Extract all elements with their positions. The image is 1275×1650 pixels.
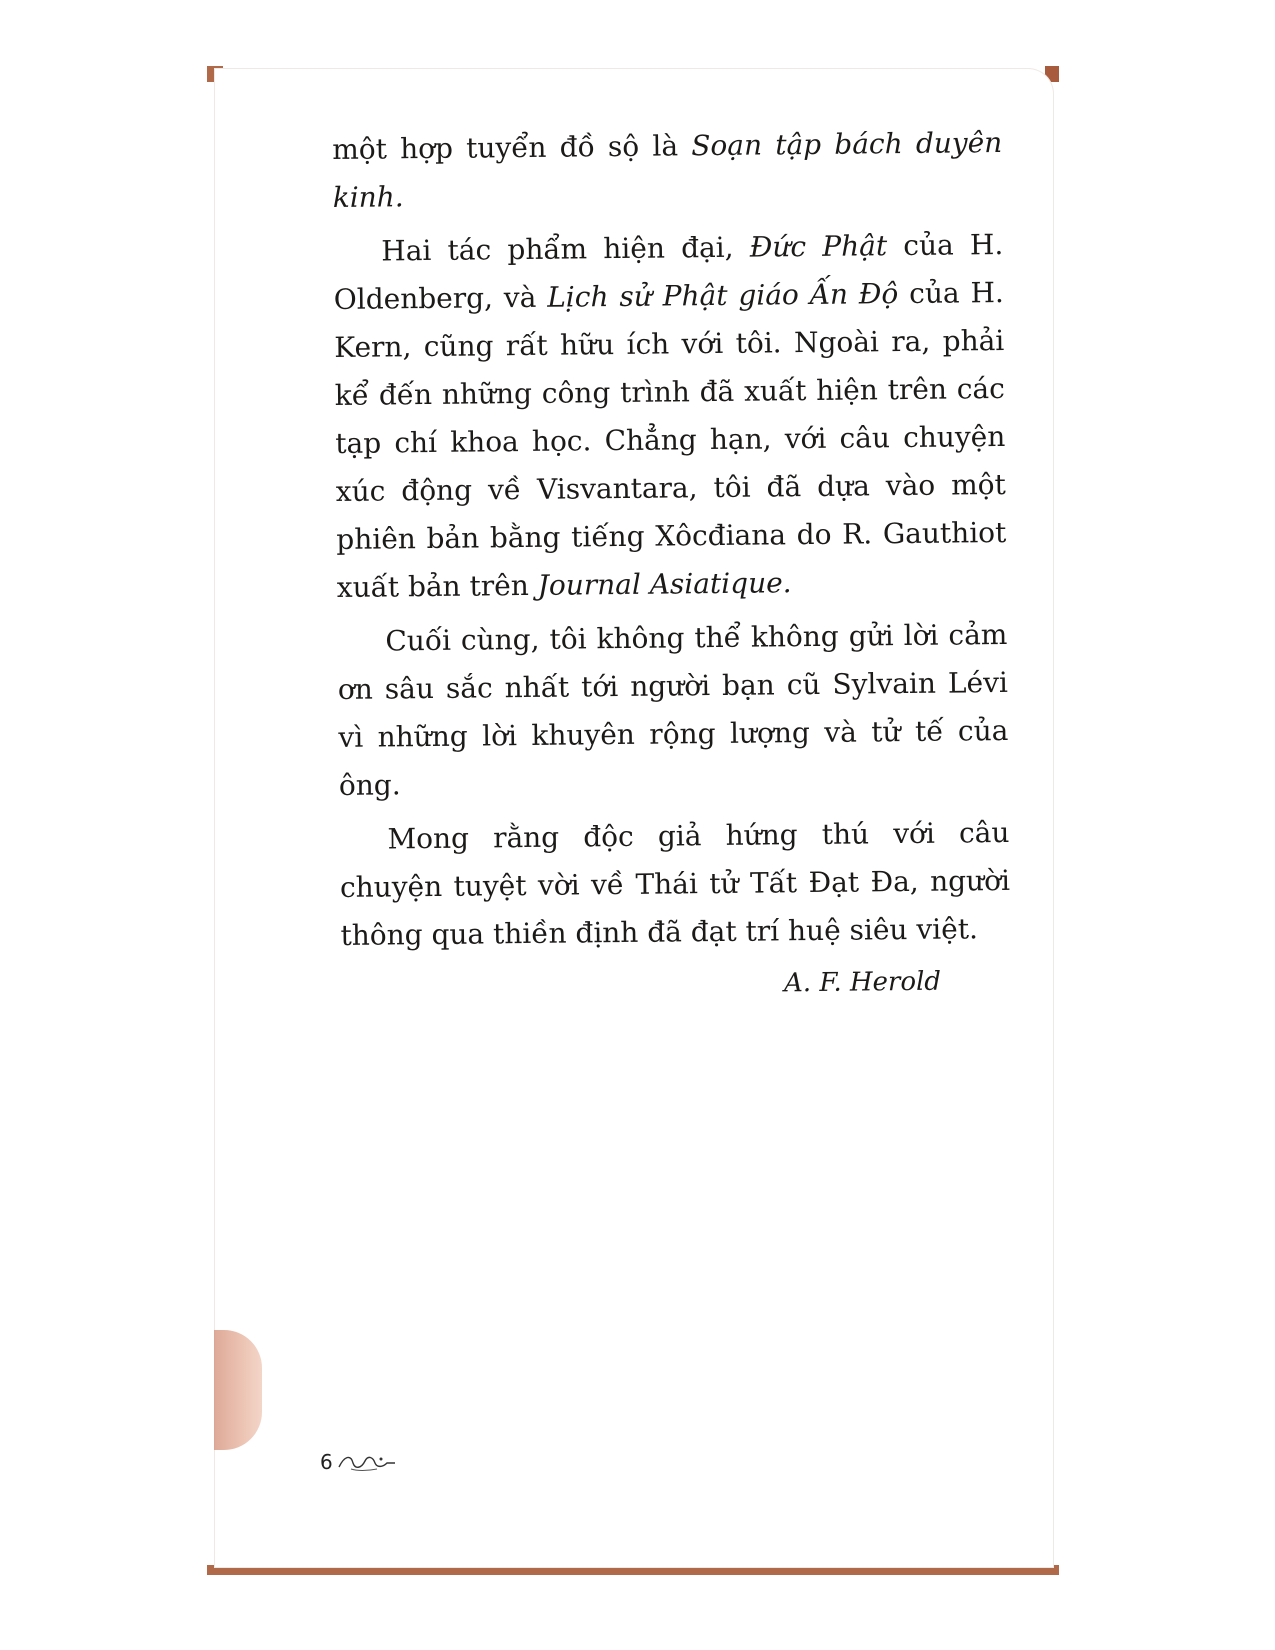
page-number: 6 — [320, 1450, 333, 1474]
thumb-icon — [214, 1330, 262, 1450]
page-footer — [320, 1450, 397, 1474]
text-run-italic: Soạn tập bách duyên kinh. — [332, 125, 1003, 214]
text-run: của H. Kern, cũng rất hữu ích với tôi. Ngoài ra, phải kể đến những công trình đã xuất hiện trên các tạp chí khoa học. Chẳng hạn, với câu chuyện xúc động về Visvantara, tôi đã dựa vào một phiên bản bằng tiếng Xôcđiana do R. Gauthiot xuất bản trên — [334, 275, 1007, 604]
text-run-italic: Lịch sử Phật giáo Ấn Độ — [547, 277, 899, 314]
paragraph-1 — [332, 119, 1003, 222]
text-run-italic: Đức Phật — [749, 229, 888, 264]
text-run: Cuối cùng, tôi không thể không gửi lời cảm ơn sâu sắc nhất tới người bạn cũ Sylvain Lévi vì những lời khuyên rộng lượng và tử tế của ông. — [337, 617, 1009, 802]
author-signature: A. F. Herold — [783, 966, 942, 999]
body-text — [332, 119, 1011, 1012]
text-run-italic: Journal Asiatique. — [537, 566, 792, 602]
book-page — [214, 68, 1054, 1568]
text-run: Hai tác phẩm hiện đại, — [381, 230, 750, 268]
text-run: Mong rằng độc giả hứng thú với câu chuyện tuyệt vời về Thái tử Tất Đạt Đa, người thông qua thiền định đã đạt trí huệ siêu việt. — [339, 815, 1011, 952]
paragraph-3 — [337, 611, 1009, 810]
text-run: của H. Oldenberg, và — [333, 227, 1004, 316]
paragraph-2 — [333, 221, 1007, 612]
paragraph-4 — [339, 809, 1010, 960]
ornament-icon — [337, 1451, 397, 1473]
text-run: một hợp tuyển đồ sộ là — [332, 129, 692, 166]
